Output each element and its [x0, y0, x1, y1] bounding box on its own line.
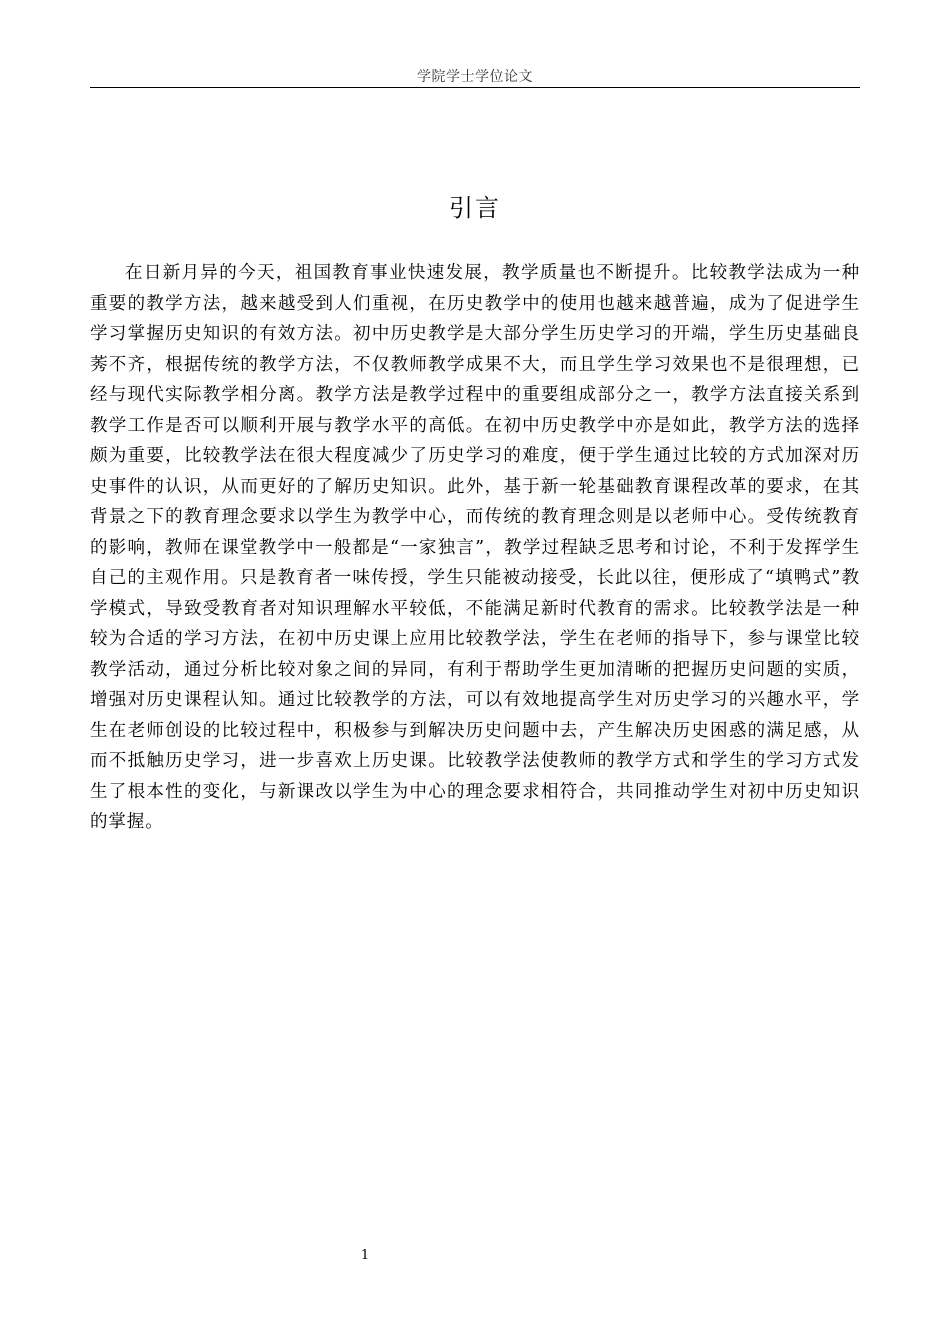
header-rule	[90, 87, 860, 88]
body-paragraph: 在日新月异的今天，祖国教育事业快速发展，教学质量也不断提升。比较教学法成为一种重要的教学方法，越来越受到人们重视，在历史教学中的使用也越来越普遍，成为了促进学生学习掌握历史知识的有效方法。初中历史教学是大部分学生历史学习的开端，学生历史基础良莠不齐，根据传统的教学方法，不仅教师教学成果不大，而且学生学习效果也不是很理想，已经与现代实际教学相分离。教学方法是教学过程中的重要组成部分之一，教学方法直接关系到教学工作是否可以顺利开展与教学水平的高低。在初中历史教学中亦是如此，教学方法的选择颇为重要，比较教学法在很大程度减少了历史学习的难度，便于学生通过比较的方式加深对历史事件的认识，从而更好的了解历史知识。此外，基于新一轮基础教育课程改革的要求，在其背景之下的教育理念要求以学生为教学中心，而传统的教育理念则是以老师中心。受传统教育的影响，教师在课堂教学中一般都是“一家独言”，教学过程缺乏思考和讨论，不利于发挥学生自己的主观作用。只是教育者一味传授，学生只能被动接受，长此以往，便形成了“填鸭式”教学模式，导致受教育者对知识理解水平较低，不能满足新时代教育的需求。比较教学法是一种较为合适的学习方法，在初中历史课上应用比较教学法，学生在老师的指导下，参与课堂比较教学活动，通过分析比较对象之间的异同，有利于帮助学生更加清晰的把握历史问题的实质，增强对历史课程认知。通过比较教学的方法，可以有效地提高学生对历史学习的兴趣水平，学生在老师创设的比较过程中，积极参与到解决历史问题中去，产生解决历史困惑的满足感，从而不抵触历史学习，进一步喜欢上历史课。比较教学法使教师的教学方式和学生的学习方式发生了根本性的变化，与新课改以学生为中心的理念要求相符合，共同推动学生对初中历史知识的掌握。	[90, 263, 860, 832]
running-header: 学院学士学位论文	[417, 69, 533, 85]
section-title: 引言	[449, 194, 501, 222]
page-number: 1	[360, 1248, 370, 1263]
